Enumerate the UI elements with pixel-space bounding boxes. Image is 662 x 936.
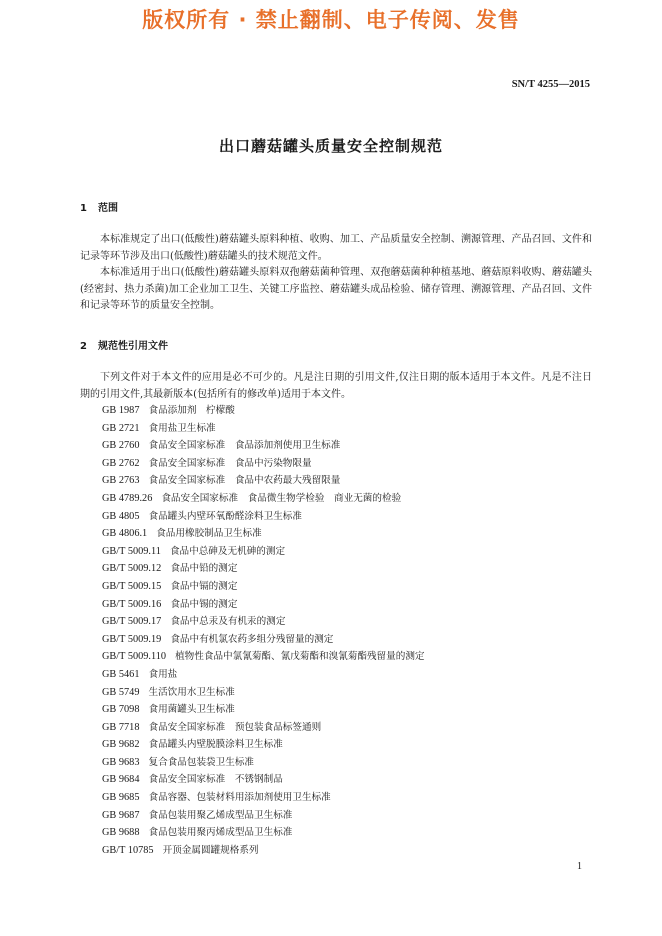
reference-title: 食品安全国家标准 不锈钢制品 xyxy=(148,774,283,786)
reference-title: 食品中镉的测定 xyxy=(170,580,238,592)
reference-item xyxy=(102,596,425,614)
copyright-watermark: 版权所有 · 禁止翻制、电子传阅、发售 xyxy=(142,8,520,32)
section-2-number: 2 xyxy=(80,341,87,352)
document-title: 出口蘑菇罐头质量安全控制规范 xyxy=(218,137,443,155)
reference-code: GB 2762 xyxy=(102,457,140,469)
standard-number: SN/T 4255—2015 xyxy=(511,79,590,90)
reference-code: GB 9685 xyxy=(102,792,140,804)
reference-code: GB 4806.1 xyxy=(102,528,148,540)
reference-code: GB 9687 xyxy=(102,809,140,821)
reference-item xyxy=(102,420,425,438)
reference-title: 食品容器、包装材料用添加剂使用卫生标准 xyxy=(148,792,331,804)
reference-item xyxy=(102,560,425,578)
reference-title: 食品安全国家标准 食品添加剂使用卫生标准 xyxy=(148,440,341,452)
reference-item xyxy=(102,455,425,473)
reference-code: GB 9684 xyxy=(102,774,140,786)
reference-title: 食品添加剂 柠檬酸 xyxy=(148,405,235,416)
section-1-number: 1 xyxy=(80,203,87,214)
reference-item xyxy=(102,631,425,649)
reference-code: GB 5461 xyxy=(102,668,140,680)
reference-item xyxy=(102,719,425,737)
reference-code: GB 5749 xyxy=(102,686,140,698)
reference-item xyxy=(102,771,425,789)
reference-code: GB/T 5009.11 xyxy=(102,545,161,557)
reference-code: GB/T 5009.15 xyxy=(102,580,162,592)
reference-item xyxy=(102,490,425,508)
reference-code: GB 9683 xyxy=(102,756,140,768)
reference-title: 食品中锡的测定 xyxy=(170,598,238,610)
reference-code: GB 7098 xyxy=(102,704,140,716)
section-2-title: 规范性引用文件 xyxy=(98,341,168,352)
reference-code: GB/T 10785 xyxy=(102,844,154,856)
reference-title: 食品安全国家标准 食品微生物学检验 商业无菌的检验 xyxy=(161,492,402,504)
section-1-paragraph-1: 本标准规定了出口(低酸性)蘑菇罐头原料种植、收购、加工、产品质量安全控制、溯源管理、产品召回、文件和记录等环节涉及出口(低酸性)蘑菇罐头的技术规范文件。 xyxy=(80,234,592,262)
reference-title: 食用盐 xyxy=(148,668,178,680)
reference-item xyxy=(102,789,425,807)
reference-title: 食品中铅的测定 xyxy=(170,563,238,575)
reference-title: 食品中总汞及有机汞的测定 xyxy=(170,616,286,628)
reference-item xyxy=(102,578,425,596)
reference-title: 复合食品包装袋卫生标准 xyxy=(148,756,255,768)
reference-item xyxy=(102,807,425,825)
reference-item xyxy=(102,525,425,543)
reference-item xyxy=(102,736,425,754)
reference-code: GB/T 5009.12 xyxy=(102,563,162,575)
reference-item xyxy=(102,613,425,631)
reference-code: GB 1987 xyxy=(102,405,140,416)
reference-title: 食用菌罐头卫生标准 xyxy=(148,704,235,716)
reference-title: 食品用橡胶制品卫生标准 xyxy=(156,528,262,540)
reference-title: 食品罐头内壁脱膜涂料卫生标准 xyxy=(148,739,283,751)
reference-title: 食品罐头内壁环氧酚醛涂料卫生标准 xyxy=(148,510,302,522)
reference-item xyxy=(102,666,425,684)
reference-item xyxy=(102,754,425,772)
reference-title: 食用盐卫生标准 xyxy=(148,422,216,434)
reference-title: 食品安全国家标准 预包装食品标签通则 xyxy=(148,721,322,733)
reference-item xyxy=(102,437,425,455)
reference-code: GB 2721 xyxy=(102,422,140,434)
reference-item xyxy=(102,701,425,719)
reference-code: GB 2763 xyxy=(102,475,140,487)
section-2-heading xyxy=(80,337,168,352)
reference-title: 开顶金属圆罐规格系列 xyxy=(162,844,259,856)
section-1-paragraph-2: 本标准适用于出口(低酸性)蘑菇罐头原料双孢蘑菇菌种管理、双孢蘑菇菌种种植基地、蘑菇原料收购、蘑菇罐头(经密封、热力杀菌)加工企业加工卫生、关键工序监控、蘑菇罐头成品检验、储存管理、溯源管理、产品召回、文件和记录等环节的质量安全控制。 xyxy=(80,267,592,311)
section-2-intro: 下列文件对于本文件的应用是必不可少的。凡是注日期的引用文件,仅注日期的版本适用于本文件。凡是不注日期的引用文件,其最新版本(包括所有的修改单)适用于本文件。 xyxy=(80,372,592,400)
reference-title: 食品安全国家标准 食品中农药最大残留限量 xyxy=(148,475,341,487)
reference-code: GB/T 5009.16 xyxy=(102,598,162,610)
reference-title: 生活饮用水卫生标准 xyxy=(148,686,235,698)
reference-title: 食品安全国家标准 食品中污染物限量 xyxy=(148,457,312,469)
section-1-title: 范围 xyxy=(98,203,118,214)
reference-list xyxy=(102,402,425,859)
reference-title: 食品中有机氯农药多组分残留量的测定 xyxy=(170,633,334,645)
reference-item xyxy=(102,508,425,526)
reference-title: 植物性食品中氯氰菊酯、氰戊菊酯和溴氰菊酯残留量的测定 xyxy=(175,651,425,663)
reference-item xyxy=(102,824,425,842)
reference-code: GB 4805 xyxy=(102,510,140,522)
section-1-heading xyxy=(80,199,118,214)
page-number: 1 xyxy=(577,861,582,872)
reference-code: GB 2760 xyxy=(102,440,140,452)
reference-item xyxy=(102,402,425,420)
reference-item xyxy=(102,472,425,490)
reference-code: GB 7718 xyxy=(102,721,140,733)
reference-title: 食品中总砷及无机砷的测定 xyxy=(169,545,286,557)
reference-code: GB/T 5009.19 xyxy=(102,633,162,645)
reference-code: GB 9688 xyxy=(102,827,140,839)
reference-item xyxy=(102,648,425,666)
reference-code: GB/T 5009.110 xyxy=(102,651,167,663)
reference-title: 食品包装用聚乙烯成型品卫生标准 xyxy=(148,809,293,821)
reference-item xyxy=(102,684,425,702)
reference-item xyxy=(102,543,425,561)
reference-item xyxy=(102,842,425,860)
reference-code: GB 9682 xyxy=(102,739,140,751)
reference-code: GB/T 5009.17 xyxy=(102,616,162,628)
reference-code: GB 4789.26 xyxy=(102,492,153,504)
reference-title: 食品包装用聚丙烯成型品卫生标准 xyxy=(148,827,293,839)
